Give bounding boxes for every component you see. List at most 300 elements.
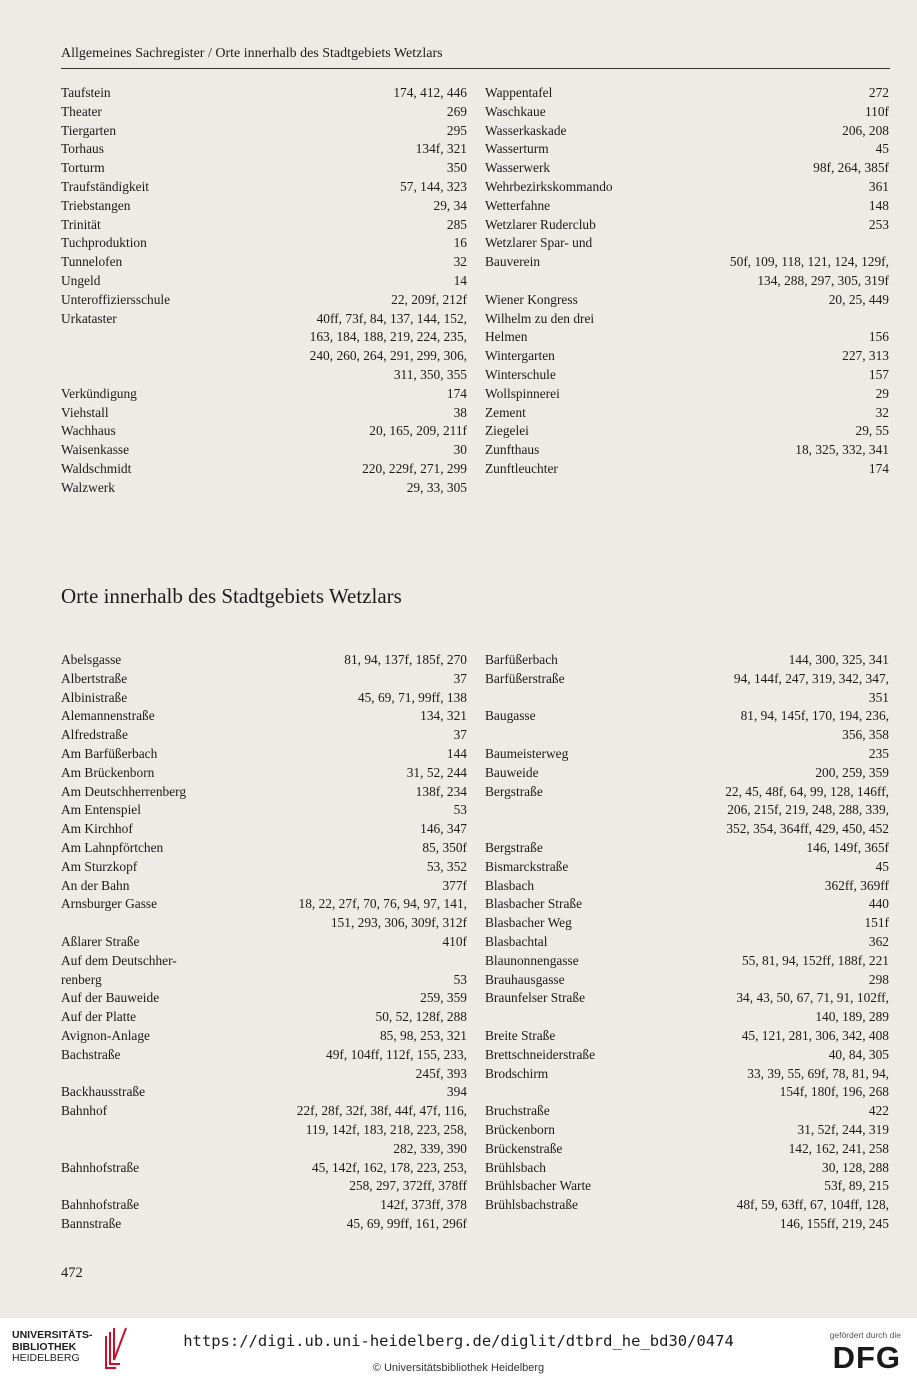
index-term: Aßlarer Straße xyxy=(61,933,140,949)
index-entry xyxy=(61,178,467,197)
index-term: Bahnhof xyxy=(61,1103,108,1119)
index-pages: 410f xyxy=(442,933,467,949)
index-term: Baumeisterweg xyxy=(485,745,569,761)
index-pages: 22, 209f, 212f xyxy=(391,291,467,307)
index-entry xyxy=(61,1196,467,1215)
index-term: Taufstein xyxy=(61,85,111,100)
index-entry xyxy=(61,1027,467,1046)
index-entry xyxy=(485,1121,889,1140)
index-entry xyxy=(61,84,467,103)
index-entry xyxy=(485,140,889,159)
index-pages: 29, 33, 305 xyxy=(406,479,467,495)
index-term: Wilhelm zu den drei xyxy=(485,310,595,326)
index-term: Abelsgasse xyxy=(61,652,122,667)
index-term: Bauverein xyxy=(485,254,541,270)
index-entry xyxy=(61,479,467,498)
index-pages: 45, 121, 281, 306, 342, 408 xyxy=(741,1027,889,1043)
index-term: Wiener Kongress xyxy=(485,291,578,307)
index-pages: 38 xyxy=(453,404,467,420)
index-entry xyxy=(485,122,889,141)
index-entry xyxy=(61,764,467,783)
index-entry xyxy=(61,1177,467,1196)
index-pages: 55, 81, 94, 152ff, 188f, 221 xyxy=(741,952,889,968)
index-term: Brauhausgasse xyxy=(485,971,565,987)
page-number: 472 xyxy=(61,1265,83,1281)
index-term: Albertstraße xyxy=(61,670,128,686)
index-entry xyxy=(485,1159,889,1178)
index-pages: 142, 162, 241, 258 xyxy=(788,1140,889,1156)
index-entry xyxy=(485,441,889,460)
index-entry xyxy=(485,1215,889,1234)
index-term: Arnsburger Gasse xyxy=(61,896,158,912)
index-pages: 30, 128, 288 xyxy=(822,1159,889,1175)
index-term: renberg xyxy=(61,971,102,987)
index-pages: 206, 215f, 219, 248, 288, 339, xyxy=(727,802,889,818)
index-pages: 298 xyxy=(868,971,889,987)
index-term: Breite Straße xyxy=(485,1027,556,1043)
index-entry xyxy=(61,1140,467,1159)
index-entry xyxy=(485,1008,889,1027)
index-pages: 45 xyxy=(875,858,889,874)
index-pages: 40, 84, 305 xyxy=(828,1046,889,1062)
index-pages: 45 xyxy=(875,141,889,157)
index-entry xyxy=(485,366,889,385)
index-term: Am Brückenborn xyxy=(61,764,155,780)
index-entry xyxy=(61,272,467,291)
index-pages: 29, 34 xyxy=(433,197,467,213)
index-entry xyxy=(485,895,889,914)
index-pages: 440 xyxy=(868,896,889,912)
index-pages: 282, 339, 390 xyxy=(393,1140,467,1156)
index-pages: 174 xyxy=(868,460,889,476)
index-entry xyxy=(61,122,467,141)
index-pages: 32 xyxy=(875,404,889,420)
index-term: Barfüßerbach xyxy=(485,652,558,667)
index-pages: 134, 288, 297, 305, 319f xyxy=(757,272,889,288)
index-pages: 295 xyxy=(446,122,467,138)
index-pages: 146, 149f, 365f xyxy=(806,839,889,855)
index-pages: 16 xyxy=(453,235,467,251)
index-entry xyxy=(485,310,889,329)
index-entry xyxy=(485,1140,889,1159)
index-term: Walzwerk xyxy=(61,479,115,495)
index-entry xyxy=(61,1159,467,1178)
index-term: Triebstangen xyxy=(61,197,131,213)
index-term: Traufständigkeit xyxy=(61,178,150,194)
index-entry xyxy=(61,783,467,802)
index-term: Wetzlarer Spar- und xyxy=(485,235,593,251)
index-entry xyxy=(485,253,889,272)
index-pages: 146, 155ff, 219, 245 xyxy=(779,1215,889,1231)
index-term: Trinität xyxy=(61,216,101,232)
index-pages: 138f, 234 xyxy=(415,783,467,799)
index-entry xyxy=(485,291,889,310)
index-pages: 45, 69, 71, 99ff, 138 xyxy=(357,689,467,705)
index-entry xyxy=(485,178,889,197)
index-pages: 30 xyxy=(453,442,467,458)
index-term: Waldschmidt xyxy=(61,460,132,476)
index-pages: 140, 189, 289 xyxy=(815,1009,889,1025)
index-pages: 285 xyxy=(446,216,467,232)
index-entry xyxy=(485,801,889,820)
index-pages: 45, 142f, 162, 178, 223, 253, xyxy=(311,1159,467,1175)
index-term: Waschkaue xyxy=(485,103,546,119)
index-entry xyxy=(61,404,467,423)
index-term: Winterschule xyxy=(485,366,556,382)
index-pages: 18, 22, 27f, 70, 76, 94, 97, 141, xyxy=(298,896,467,912)
index-term: Brodschirm xyxy=(485,1065,549,1081)
index-pages: 200, 259, 359 xyxy=(815,764,889,780)
index-term: Am Lahnpförtchen xyxy=(61,839,164,855)
index-pages: 154f, 180f, 196, 268 xyxy=(779,1084,889,1100)
index-pages: 18, 325, 332, 341 xyxy=(795,442,889,458)
index-term: Ungeld xyxy=(61,272,101,288)
index-entry xyxy=(485,764,889,783)
index-entry xyxy=(485,670,889,689)
index-pages: 206, 208 xyxy=(842,122,889,138)
index-pages: 22f, 28f, 32f, 38f, 44f, 47f, 116, xyxy=(296,1103,467,1119)
index-entry xyxy=(485,877,889,896)
index-entry xyxy=(485,422,889,441)
index-term: Alemannenstraße xyxy=(61,708,155,724)
index-entry xyxy=(61,858,467,877)
index-entry xyxy=(61,441,467,460)
index-entry xyxy=(61,1215,467,1234)
index-pages: 57, 144, 323 xyxy=(400,178,467,194)
index-pages: 151f xyxy=(864,915,889,931)
index-column-top-right xyxy=(485,84,889,479)
index-term: Wollspinnerei xyxy=(485,385,560,401)
index-pages: 50, 52, 128f, 288 xyxy=(375,1009,467,1025)
index-entry xyxy=(485,914,889,933)
index-entry xyxy=(61,839,467,858)
index-term: Am Entenspiel xyxy=(61,802,141,818)
index-term: Helmen xyxy=(485,329,528,345)
index-entry xyxy=(485,1177,889,1196)
index-entry xyxy=(485,234,889,253)
index-term: Verkündigung xyxy=(61,385,137,401)
index-term: Bauweide xyxy=(485,764,539,780)
index-term: Auf der Platte xyxy=(61,1009,137,1025)
index-term: Avignon-Anlage xyxy=(61,1027,150,1043)
index-pages: 220, 229f, 271, 299 xyxy=(362,460,467,476)
index-pages: 394 xyxy=(446,1084,467,1100)
index-pages: 53 xyxy=(453,802,467,818)
index-entry xyxy=(485,783,889,802)
index-entry xyxy=(61,291,467,310)
index-entry xyxy=(485,745,889,764)
index-term: Blasbacher Straße xyxy=(485,896,583,912)
index-term: Wachhaus xyxy=(61,423,116,439)
index-pages: 20, 165, 209, 211f xyxy=(369,423,467,439)
index-pages: 146, 347 xyxy=(420,821,467,837)
index-term: Blasbacher Weg xyxy=(485,915,572,931)
index-entry xyxy=(485,858,889,877)
index-pages: 40ff, 73f, 84, 137, 144, 152, xyxy=(316,310,467,326)
index-entry xyxy=(61,726,467,745)
index-term: Auf dem Deutschher- xyxy=(61,952,177,968)
index-pages: 45, 69, 99ff, 161, 296f xyxy=(346,1215,467,1231)
index-term: Am Barfüßerbach xyxy=(61,745,158,761)
index-term: Wetzlarer Ruderclub xyxy=(485,216,596,232)
index-pages: 119, 142f, 183, 218, 223, 258, xyxy=(305,1121,467,1137)
index-pages: 37 xyxy=(453,670,467,686)
index-pages: 110f xyxy=(864,103,889,119)
index-entry xyxy=(61,895,467,914)
index-entry xyxy=(485,84,889,103)
index-pages: 311, 350, 355 xyxy=(393,366,467,382)
index-pages: 253 xyxy=(868,216,889,232)
index-term: Wehrbezirkskommando xyxy=(485,178,613,194)
index-column-top-left xyxy=(61,84,467,498)
index-term: Torhaus xyxy=(61,141,104,157)
index-entry xyxy=(61,952,467,971)
index-entry xyxy=(61,651,467,670)
index-term: Tuchproduktion xyxy=(61,235,147,251)
index-pages: 144 xyxy=(446,745,467,761)
index-term: Alfredstraße xyxy=(61,727,128,743)
index-term: Unteroffiziersschule xyxy=(61,291,171,307)
funded-by-label: gefördert durch die xyxy=(829,1330,901,1340)
index-pages: 94, 144f, 247, 319, 342, 347, xyxy=(733,670,889,686)
index-pages: 148 xyxy=(868,197,889,213)
index-entry xyxy=(485,820,889,839)
index-entry xyxy=(61,159,467,178)
index-term: Blaunonnengasse xyxy=(485,952,579,968)
index-entry xyxy=(61,1065,467,1084)
index-pages: 98f, 264, 385f xyxy=(813,160,889,176)
index-term: Bergstraße xyxy=(485,839,543,855)
footer-bar xyxy=(0,1318,917,1386)
index-term: Brühlsbacher Warte xyxy=(485,1178,592,1194)
index-term: Wappentafel xyxy=(485,85,553,100)
index-term: Bannstraße xyxy=(61,1215,122,1231)
index-term: Bahnhofstraße xyxy=(61,1197,140,1213)
index-term: Brückenstraße xyxy=(485,1140,563,1156)
index-entry xyxy=(485,460,889,479)
index-entry xyxy=(485,272,889,291)
index-entry xyxy=(61,971,467,990)
index-entry xyxy=(485,651,889,670)
index-pages: 134, 321 xyxy=(420,708,467,724)
index-term: Am Kirchhof xyxy=(61,821,133,837)
index-pages: 174, 412, 446 xyxy=(393,85,467,100)
index-pages: 29 xyxy=(875,385,889,401)
index-term: Tunnelofen xyxy=(61,254,123,270)
index-pages: 142f, 373ff, 378 xyxy=(380,1197,467,1213)
index-pages: 53, 352 xyxy=(426,858,467,874)
index-entry xyxy=(485,839,889,858)
index-term: Torturm xyxy=(61,160,105,176)
index-pages: 49f, 104ff, 112f, 155, 233, xyxy=(326,1046,467,1062)
index-pages: 37 xyxy=(453,727,467,743)
index-term: Albinistraße xyxy=(61,689,128,705)
index-pages: 422 xyxy=(868,1103,889,1119)
index-pages: 227, 313 xyxy=(842,348,889,364)
index-term: Bergstraße xyxy=(485,783,543,799)
index-entry xyxy=(61,422,467,441)
index-pages: 53f, 89, 215 xyxy=(824,1178,889,1194)
index-term: Zunfthaus xyxy=(485,442,540,458)
index-entry xyxy=(485,197,889,216)
index-term: Blasbachtal xyxy=(485,933,548,949)
index-term: Auf der Bauweide xyxy=(61,990,160,1006)
index-pages: 235 xyxy=(868,745,889,761)
index-entry xyxy=(485,726,889,745)
index-pages: 48f, 59, 63ff, 67, 104ff, 128, xyxy=(736,1197,889,1213)
index-entry xyxy=(61,234,467,253)
index-pages: 29, 55 xyxy=(855,423,889,439)
running-header: Allgemeines Sachregister / Orte innerhalb des Stadtgebiets Wetzlars xyxy=(61,46,443,61)
index-entry xyxy=(61,103,467,122)
index-pages: 33, 39, 55, 69f, 78, 81, 94, xyxy=(747,1065,889,1081)
document-url[interactable]: https://digi.ub.uni-heidelberg.de/diglit/dtbrd_he_bd30/0474 xyxy=(183,1332,734,1350)
index-entry xyxy=(61,801,467,820)
index-term: Brühlsbach xyxy=(485,1159,546,1175)
index-pages: 350 xyxy=(446,160,467,176)
index-term: Baugasse xyxy=(485,708,536,724)
index-pages: 50f, 109, 118, 121, 124, 129f, xyxy=(729,254,889,270)
index-pages: 85, 98, 253, 321 xyxy=(379,1027,467,1043)
index-entry xyxy=(485,385,889,404)
index-entry xyxy=(485,1065,889,1084)
index-term: Tiergarten xyxy=(61,122,117,138)
header-rule xyxy=(61,68,890,69)
index-entry xyxy=(485,989,889,1008)
library-name-line1: UNIVERSITÄTS- xyxy=(12,1329,93,1341)
index-entry xyxy=(485,1027,889,1046)
index-pages: 361 xyxy=(868,178,889,194)
index-pages: 259, 359 xyxy=(420,990,467,1006)
index-term: An der Bahn xyxy=(61,877,130,893)
index-entry xyxy=(61,310,467,329)
index-term: Brühlsbachstraße xyxy=(485,1197,578,1213)
index-entry xyxy=(61,460,467,479)
index-entry xyxy=(61,1083,467,1102)
index-entry xyxy=(485,347,889,366)
index-pages: 352, 354, 364ff, 429, 450, 452 xyxy=(726,821,889,837)
index-term: Bruchstraße xyxy=(485,1103,550,1119)
index-entry xyxy=(61,366,467,385)
index-entry xyxy=(485,159,889,178)
index-pages: 34, 43, 50, 67, 71, 91, 102ff, xyxy=(736,990,889,1006)
index-pages: 245f, 393 xyxy=(415,1065,467,1081)
library-name-line2: BIBLIOTHEK xyxy=(12,1340,77,1353)
index-term: Wasserkaskade xyxy=(485,122,567,138)
copyright-notice: © Universitätsbibliothek Heidelberg xyxy=(372,1362,545,1374)
index-pages: 53 xyxy=(453,971,467,987)
index-entry xyxy=(485,971,889,990)
index-column-bottom-left xyxy=(61,651,467,1234)
index-term: Wasserturm xyxy=(485,141,549,157)
index-term: Waisenkasse xyxy=(61,442,130,458)
index-entry xyxy=(485,1083,889,1102)
index-entry xyxy=(485,1196,889,1215)
index-term: Am Deutschherrenberg xyxy=(61,783,187,799)
index-pages: 151, 293, 306, 309f, 312f xyxy=(330,915,467,931)
index-entry xyxy=(61,745,467,764)
index-entry xyxy=(61,1121,467,1140)
index-term: Viehstall xyxy=(61,404,109,420)
index-term: Bahnhofstraße xyxy=(61,1159,140,1175)
index-term: Urkataster xyxy=(61,310,117,326)
index-pages: 31, 52f, 244, 319 xyxy=(797,1121,889,1137)
index-pages: 269 xyxy=(446,103,467,119)
index-pages: 81, 94, 145f, 170, 194, 236, xyxy=(740,708,889,724)
index-pages: 356, 358 xyxy=(842,727,889,743)
index-term: Zement xyxy=(485,404,526,420)
index-entry xyxy=(61,1046,467,1065)
index-term: Wetterfahne xyxy=(485,197,551,213)
library-name-line3: HEIDELBERG xyxy=(12,1352,80,1364)
index-entry xyxy=(485,952,889,971)
index-term: Ziegelei xyxy=(485,423,529,439)
index-entry xyxy=(485,103,889,122)
index-entry xyxy=(485,404,889,423)
index-pages: 14 xyxy=(453,272,467,288)
index-term: Backhausstraße xyxy=(61,1084,146,1100)
index-term: Brettschneiderstraße xyxy=(485,1046,596,1062)
index-entry xyxy=(61,914,467,933)
index-entry xyxy=(61,820,467,839)
index-pages: 20, 25, 449 xyxy=(828,291,889,307)
index-entry xyxy=(61,385,467,404)
index-entry xyxy=(485,933,889,952)
index-term: Wasserwerk xyxy=(485,160,551,176)
index-entry xyxy=(61,670,467,689)
index-pages: 144, 300, 325, 341 xyxy=(788,652,889,667)
dfg-logo[interactable]: DFG xyxy=(832,1340,901,1375)
index-pages: 362 xyxy=(868,933,889,949)
index-pages: 31, 52, 244 xyxy=(406,764,467,780)
index-pages: 174 xyxy=(446,385,467,401)
index-entry xyxy=(485,328,889,347)
index-term: Wintergarten xyxy=(485,348,555,364)
index-pages: 32 xyxy=(453,254,467,270)
index-entry xyxy=(485,216,889,235)
index-entry xyxy=(61,253,467,272)
index-pages: 163, 184, 188, 219, 224, 235, xyxy=(309,329,467,345)
index-term: Braunfelser Straße xyxy=(485,990,586,1006)
index-term: Zunftleuchter xyxy=(485,460,558,476)
index-pages: 134f, 321 xyxy=(415,141,467,157)
index-term: Am Sturzkopf xyxy=(61,858,138,874)
index-column-bottom-right xyxy=(485,651,889,1234)
index-term: Bismarckstraße xyxy=(485,858,569,874)
index-term: Bachstraße xyxy=(61,1046,121,1062)
index-entry xyxy=(61,689,467,708)
index-entry xyxy=(485,1046,889,1065)
index-pages: 156 xyxy=(868,329,889,345)
index-entry xyxy=(61,1102,467,1121)
index-entry xyxy=(61,989,467,1008)
index-term: Brückenborn xyxy=(485,1121,555,1137)
index-pages: 272 xyxy=(868,85,889,100)
index-entry xyxy=(485,1102,889,1121)
index-pages: 377f xyxy=(442,877,467,893)
index-pages: 81, 94, 137f, 185f, 270 xyxy=(344,652,467,667)
index-pages: 240, 260, 264, 291, 299, 306, xyxy=(309,348,467,364)
index-pages: 85, 350f xyxy=(422,839,467,855)
index-entry xyxy=(61,197,467,216)
section-title: Orte innerhalb des Stadtgebiets Wetzlars xyxy=(61,584,402,608)
index-pages: 157 xyxy=(868,366,889,382)
index-term: Barfüßerstraße xyxy=(485,670,565,686)
index-entry xyxy=(485,707,889,726)
index-entry xyxy=(61,328,467,347)
index-entry xyxy=(61,933,467,952)
index-entry xyxy=(61,140,467,159)
